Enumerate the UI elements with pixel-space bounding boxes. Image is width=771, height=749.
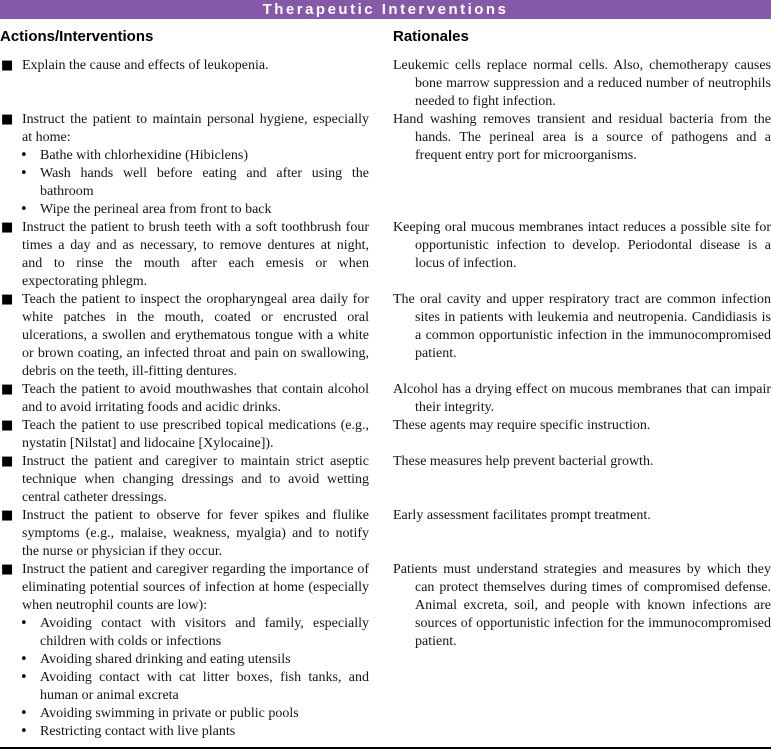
rationale-text: Leukemic cells replace normal cells. Also, chemotherapy causes bone marrow suppression and a reduced number of neutrophils needed to fight infection. — [393, 58, 771, 109]
rationale-text: Early assessment facilitates prompt treatment. — [393, 508, 651, 523]
actions-column-header: Actions/Interventions — [0, 28, 154, 45]
action-text: Instruct the patient to brush teeth with a soft toothbrush four times a day and as necessary, to remove dentures at night, and to rinse the mouth after each emesis or when expectorating phlegm. — [22, 220, 369, 289]
action-item — [0, 291, 369, 381]
dot-bullet-icon: • — [20, 670, 28, 685]
rationale-cell — [393, 507, 771, 561]
rationale-cell — [393, 453, 771, 507]
table-row — [0, 561, 771, 741]
square-bullet-icon: ■ — [1, 112, 14, 127]
square-bullet-icon: ■ — [1, 382, 14, 397]
table-row — [0, 291, 771, 381]
square-bullet-icon: ■ — [1, 508, 14, 523]
table-row — [0, 381, 771, 417]
sub-bullet-text: Avoiding contact with cat litter boxes, fish tanks, and human or animal excreta — [40, 670, 369, 703]
action-text: Instruct the patient and caregiver to maintain strict aseptic technique when changing dressings and to avoid wetting central catheter dressings. — [22, 454, 369, 505]
sub-bullet-text: Restricting contact with live plants — [40, 724, 236, 739]
section-title: Therapeutic Interventions — [262, 1, 509, 18]
dot-bullet-icon: • — [20, 706, 28, 721]
rationale-text: These agents may require specific instruction. — [393, 418, 651, 433]
dot-bullet-icon: • — [20, 166, 28, 181]
square-bullet-icon: ■ — [1, 58, 14, 73]
rationale-cell — [393, 561, 771, 741]
action-text: Explain the cause and effects of leukopenia. — [22, 58, 269, 73]
action-text: Teach the patient to use prescribed topical medications (e.g., nystatin [Nilstat] and lidocaine [Xylocaine]). — [22, 418, 369, 451]
action-cell — [0, 381, 393, 417]
dot-bullet-icon: • — [20, 652, 28, 667]
rationale-cell — [393, 381, 771, 417]
sub-bullet-text: Avoiding swimming in private or public pools — [40, 706, 299, 721]
rationale-text: These measures help prevent bacterial growth. — [393, 454, 654, 469]
table-row — [0, 417, 771, 453]
sub-bullet-item — [0, 147, 369, 165]
rationale-text: The oral cavity and upper respiratory tract are common infection sites in patients with leukemia and neutropenia. Candidiasis is a common opportunistic infection in the immunocompromised patient. — [393, 292, 771, 361]
sub-bullet-item — [0, 651, 369, 669]
action-cell — [0, 291, 393, 381]
rationale-cell — [393, 291, 771, 381]
sub-bullet-item — [0, 705, 369, 723]
action-item — [0, 417, 369, 453]
sub-bullet-text: Wipe the perineal area from front to back — [40, 202, 272, 217]
rationale-text: Hand washing removes transient and residual bacteria from the hands. The perineal area is a source of pathogens and a frequent entry port for microorganisms. — [393, 112, 771, 163]
sub-bullet-item — [0, 201, 369, 219]
action-item — [0, 453, 369, 507]
action-item — [0, 219, 369, 291]
action-text: Teach the patient to avoid mouthwashes that contain alcohol and to avoid irritating foods and acidic drinks. — [22, 382, 369, 415]
square-bullet-icon: ■ — [1, 454, 14, 469]
action-text: Instruct the patient to maintain personal hygiene, especially at home: — [22, 112, 369, 145]
sub-bullet-item — [0, 165, 369, 201]
sub-bullet-item — [0, 669, 369, 705]
action-item — [0, 507, 369, 561]
rationale-text: Keeping oral mucous membranes intact reduces a possible site for opportunistic infection to develop. Periodontal disease is a locus of infection. — [393, 220, 771, 271]
action-item — [0, 111, 369, 147]
square-bullet-icon: ■ — [1, 562, 14, 577]
sub-bullet-text: Bathe with chlorhexidine (Hibiclens) — [40, 148, 248, 163]
square-bullet-icon: ■ — [1, 292, 14, 307]
action-item — [0, 561, 369, 615]
table-row — [0, 453, 771, 507]
section-title-bar — [0, 0, 771, 19]
sub-bullet-text: Avoiding contact with visitors and family, especially children with colds or infections — [40, 616, 369, 649]
action-cell — [0, 57, 393, 111]
rationale-cell — [393, 417, 771, 453]
table-row — [0, 507, 771, 561]
action-text: Instruct the patient and caregiver regarding the importance of eliminating potential sources of infection at home (especially when neutrophil counts are low): — [22, 562, 369, 613]
table-row — [0, 111, 771, 219]
sub-bullet-text: Wash hands well before eating and after using the bathroom — [40, 166, 369, 199]
action-cell — [0, 453, 393, 507]
dot-bullet-icon: • — [20, 202, 28, 217]
sub-bullet-item — [0, 723, 369, 741]
rationale-text: Patients must understand strategies and measures by which they can protect themselves during times of compromised defense. Animal excreta, soil, and people with known infections are sources of opportunistic infection for the immunocompromised patient. — [393, 562, 771, 649]
rationale-cell — [393, 219, 771, 291]
sub-bullet-item — [0, 615, 369, 651]
action-text: Instruct the patient to observe for fever spikes and flulike symptoms (e.g., malaise, weakness, myalgia) and to notify the nurse or physician if they occur. — [22, 508, 369, 559]
action-text: Teach the patient to inspect the oropharyngeal area daily for white patches in the mouth, coated or encrusted oral ulcerations, a swollen and erythematous tongue with a white or brown coating, an infected throat and pain on swallowing, debris on the teeth, ill-fitting dentures. — [22, 292, 369, 379]
action-cell — [0, 507, 393, 561]
action-cell — [0, 417, 393, 453]
sub-bullet-text: Avoiding shared drinking and eating utensils — [40, 652, 291, 667]
action-item — [0, 57, 369, 75]
action-cell — [0, 219, 393, 291]
dot-bullet-icon: • — [20, 616, 28, 631]
action-item — [0, 381, 369, 417]
rationales-column-header: Rationales — [393, 28, 469, 45]
square-bullet-icon: ■ — [1, 220, 14, 235]
square-bullet-icon: ■ — [1, 418, 14, 433]
rationale-cell — [393, 111, 771, 219]
action-cell — [0, 561, 393, 741]
interventions-table — [0, 19, 771, 741]
table-row — [0, 219, 771, 291]
rationale-cell — [393, 57, 771, 111]
table-row — [0, 57, 771, 111]
header-row — [0, 19, 771, 57]
dot-bullet-icon: • — [20, 148, 28, 163]
dot-bullet-icon: • — [20, 724, 28, 739]
rationale-text: Alcohol has a drying effect on mucous membranes that can impair their integrity. — [393, 382, 771, 415]
action-cell — [0, 111, 393, 219]
